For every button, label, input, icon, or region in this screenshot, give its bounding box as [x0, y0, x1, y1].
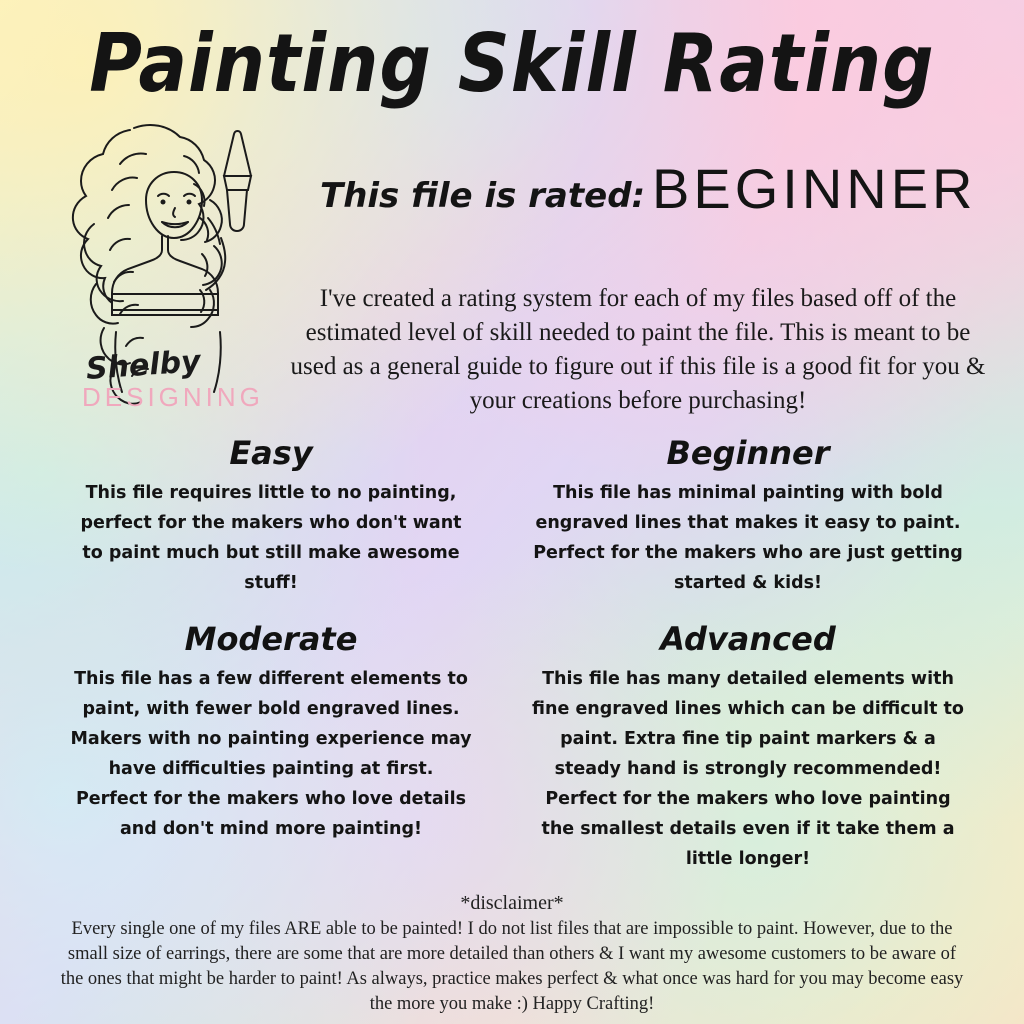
disclaimer — [60, 892, 964, 1017]
brand-name: Shelby — [84, 344, 202, 387]
disclaimer-body: Every single one of my files ARE able to be painted! I do not list files that are impossible to paint. However, due to the small size of earrings, there are some that are more detailed than others & I want my awesome customers to be aware of the ones that might be harder to paint! As always, practice makes perfect & what once was hard for you may become easy the more you make :) Happy Crafting! — [60, 919, 964, 1014]
page-title: Painting Skill Rating — [89, 16, 935, 111]
level-advanced-body: This file has many detailed elements with fine engraved lines which can be difficult to paint. Extra fine tip paint markers & a steady hand is strongly recommended! Perfect for the makers who love painting the smallest details even if it take them a little longer! — [532, 669, 964, 869]
level-moderate — [0, 620, 512, 874]
rating-row — [300, 157, 1000, 236]
level-advanced — [512, 620, 1024, 874]
brand-logo — [34, 104, 274, 444]
brand-subtitle: DESIGNING — [82, 382, 264, 412]
level-advanced-title: Advanced — [660, 620, 836, 658]
level-moderate-body: This file has a few different elements to paint, with fewer bold engraved lines. Makers with no painting experience may have difficulties painting at first. Perfect for the makers who love details and don't mind more painting! — [70, 669, 472, 839]
level-beginner-title: Beginner — [666, 434, 830, 472]
rating-label: This file is rated: — [320, 176, 646, 216]
level-beginner — [512, 434, 1024, 598]
levels-row-2 — [0, 620, 1024, 874]
rating-value: BEGINNER — [652, 157, 977, 220]
intro-paragraph: I've created a rating system for each of my files based off of the estimated level of skill needed to paint the file. This is meant to be used as a general guide to figure out if this file is a good fit for you & your creations before purchasing! — [290, 285, 986, 414]
levels-grid — [0, 434, 1024, 874]
level-easy — [0, 434, 512, 598]
level-easy-title: Easy — [229, 434, 313, 472]
level-beginner-body: This file has minimal painting with bold engraved lines that makes it easy to paint. Perfect for the makers who are just getting started & kids! — [533, 483, 963, 593]
level-easy-body: This file requires little to no painting, perfect for the makers who don't want to paint much but still make awesome stuff! — [80, 483, 462, 593]
levels-row-1 — [0, 434, 1024, 598]
disclaimer-title: *disclaimer* — [460, 892, 564, 914]
level-moderate-title: Moderate — [184, 620, 358, 658]
